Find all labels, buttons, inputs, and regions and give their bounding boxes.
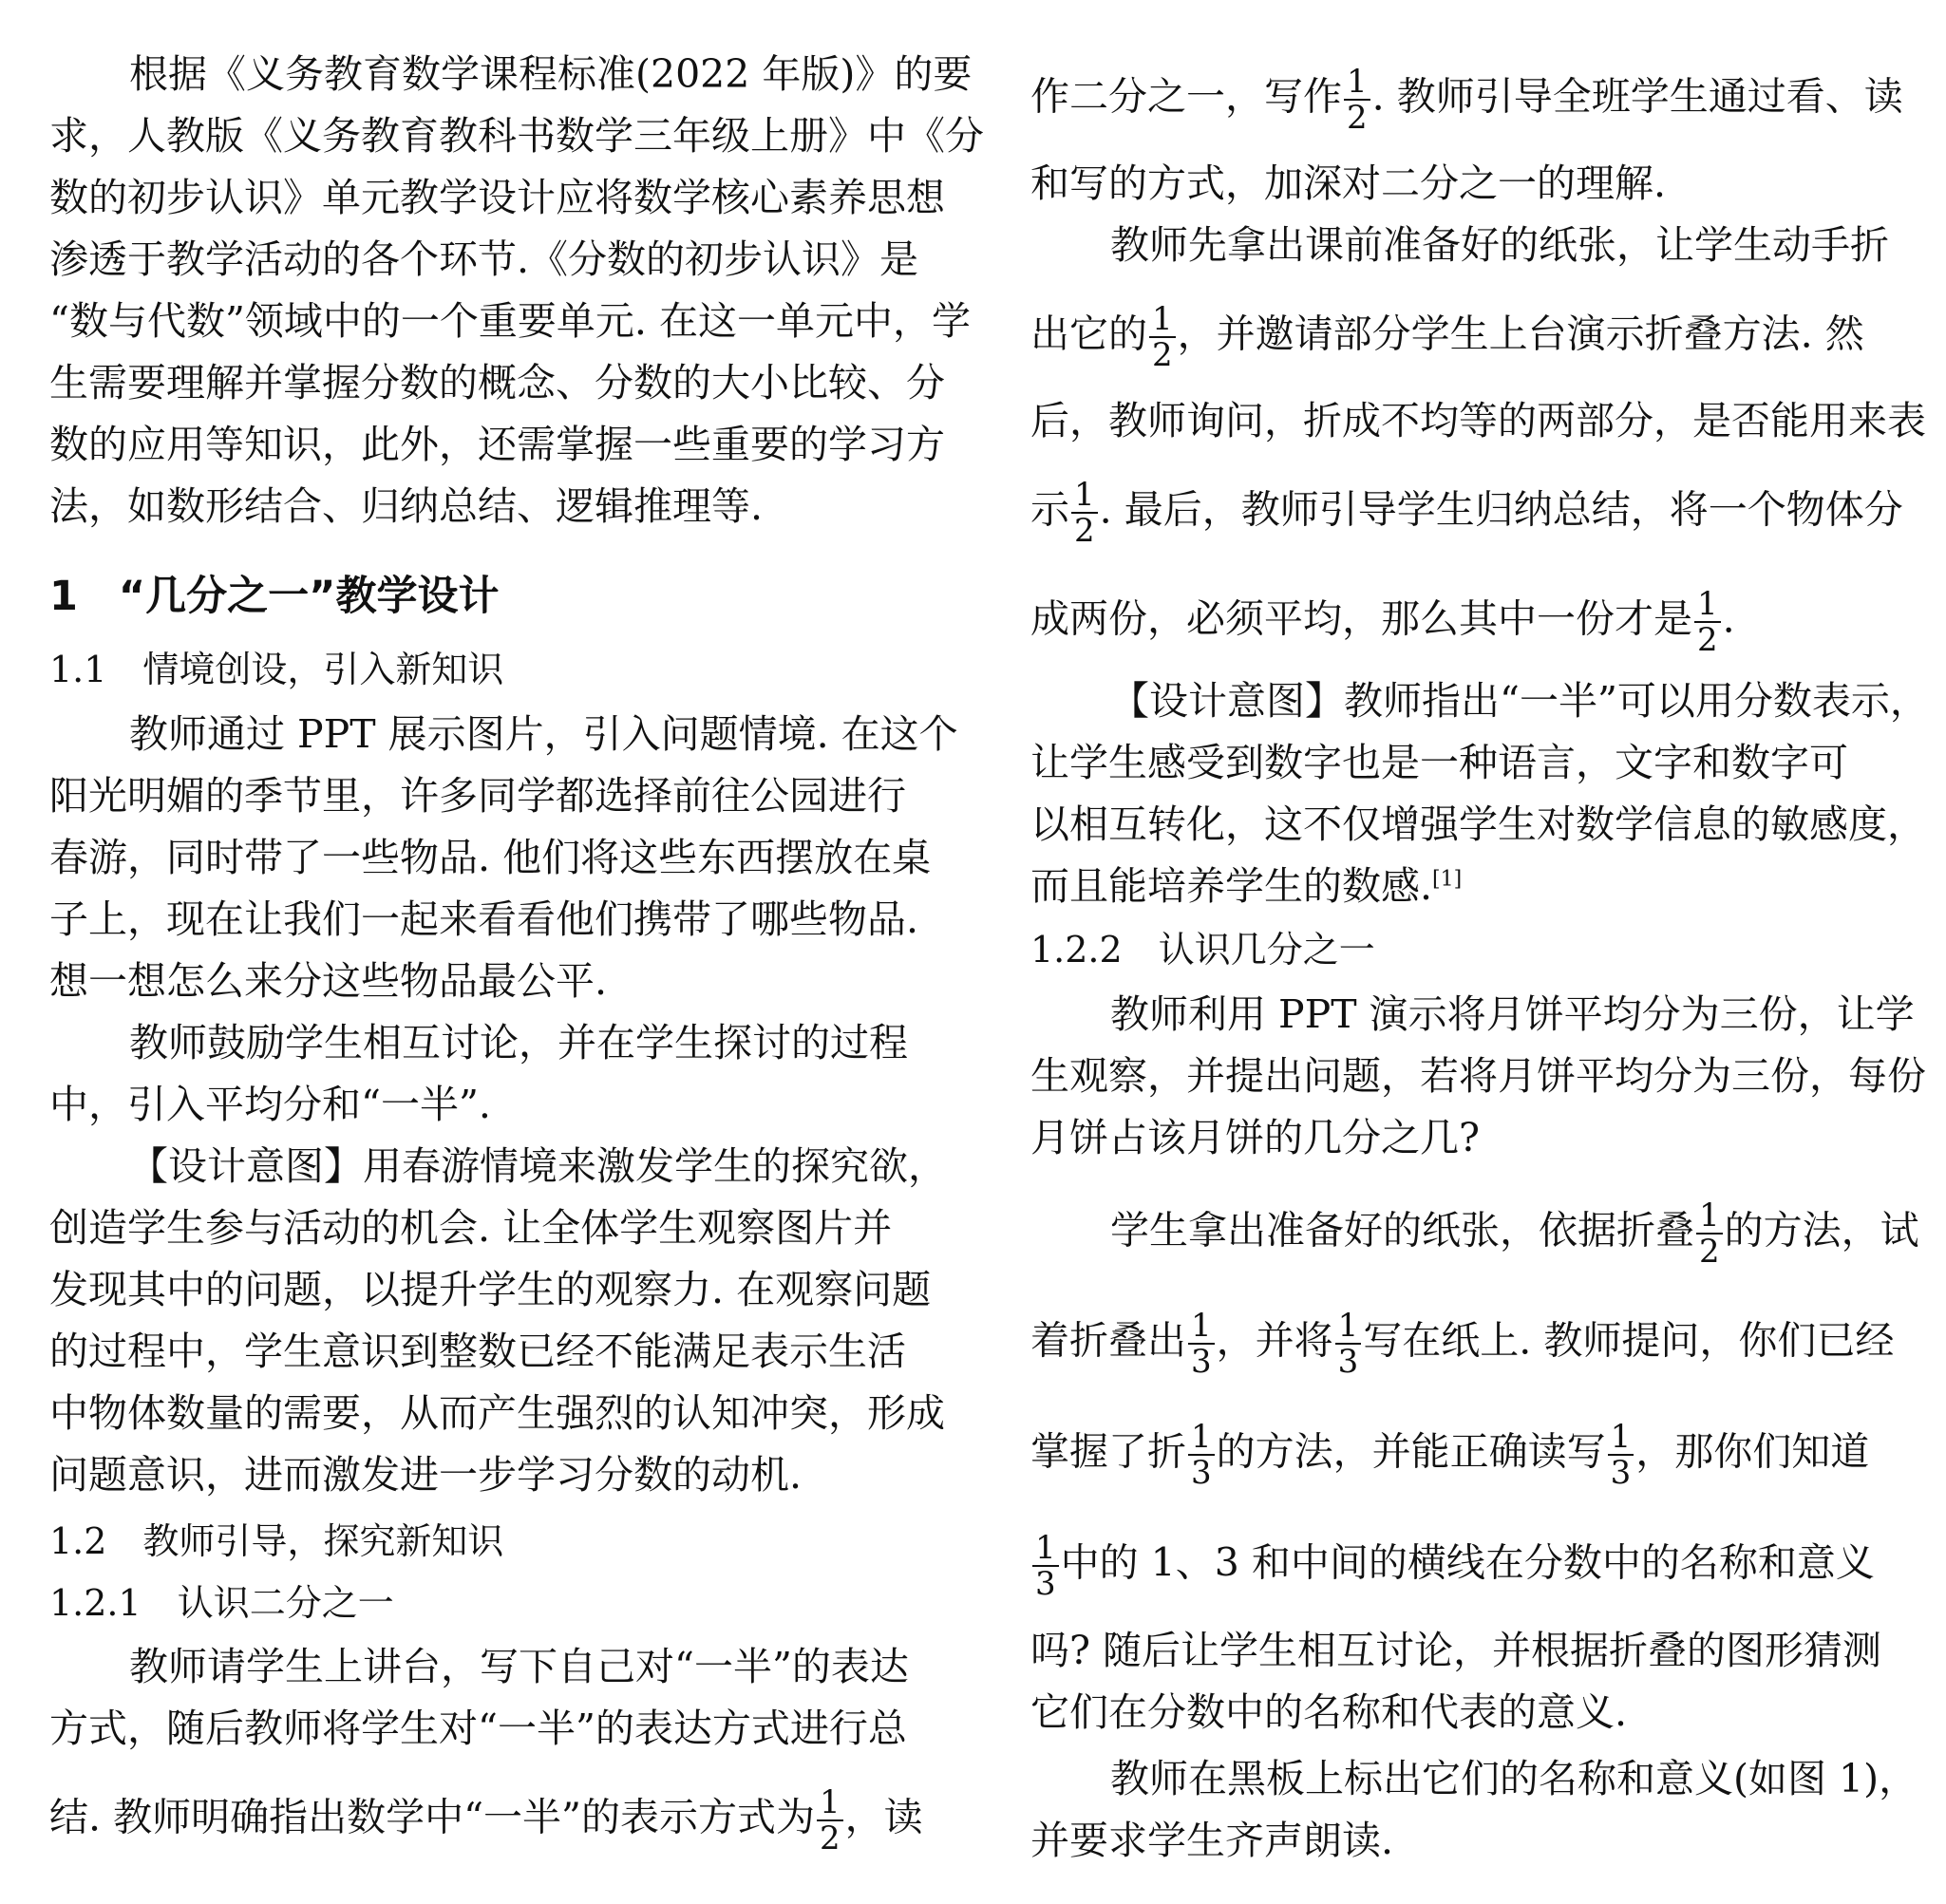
paragraph-line: 教师通过 PPT 展示图片，引入问题情境. 在这个: [129, 711, 958, 757]
text-run: 中的 1、3 和中间的横线在分数中的名称和意义: [1060, 1539, 1875, 1586]
fraction-denominator: 2: [1696, 1233, 1723, 1269]
paragraph-line: 生观察，并提出问题，若将月饼平均分为三份，每份: [1030, 1053, 1926, 1099]
text-run: 的方法，试: [1724, 1207, 1919, 1254]
text-run: 作二分之一，写作: [1030, 73, 1342, 120]
fraction-numerator: 1: [1074, 476, 1095, 514]
fraction-denominator: 3: [1032, 1565, 1059, 1601]
fraction-one-half: [1071, 478, 1098, 548]
paragraph-line: [1030, 300, 1928, 374]
paragraph-line: 阳光明媚的季节里，许多同学都选择前往公园进行: [49, 773, 906, 819]
fraction-one-third: [1608, 1420, 1634, 1490]
paragraph-line: 它们在分数中的名称和代表的意义.: [1030, 1689, 1628, 1735]
paragraph-line: 和写的方式，加深对二分之一的理解.: [1030, 160, 1667, 206]
fraction-denominator: 3: [1188, 1454, 1215, 1490]
paragraph-line: 中，引入平均分和“一半”.: [49, 1082, 491, 1127]
fraction-one-third: [1032, 1531, 1059, 1601]
paragraph-line: 以相互转化，这不仅增强学生对数学信息的敏感度，: [1030, 801, 1926, 847]
section-heading: 1 “几分之一”教学设计: [49, 573, 500, 620]
paragraph-line: 法，如数形结合、归纳总结、逻辑推理等.: [49, 483, 764, 529]
fraction-denominator: 2: [1344, 99, 1370, 135]
paragraph-line: 后，教师询问，折成不均等的两部分，是否能用来表: [1030, 398, 1926, 443]
text-run: 着折叠出: [1030, 1317, 1186, 1364]
paragraph-line: 方式，随后教师将学生对“一半”的表达方式进行总: [49, 1706, 907, 1751]
fraction-numerator: 1: [1610, 1418, 1632, 1456]
fraction-numerator: 1: [1035, 1529, 1056, 1567]
paragraph-line: 并要求学生齐声朗读.: [1030, 1818, 1394, 1863]
paragraph-line: [1030, 1529, 1928, 1603]
fraction-denominator: 3: [1608, 1454, 1634, 1490]
fraction-one-half: [1344, 65, 1370, 135]
paragraph-line: [1030, 476, 1928, 550]
fraction-numerator: 1: [1347, 63, 1368, 101]
fraction-numerator: 1: [819, 1783, 841, 1821]
text-run: ，并将: [1216, 1317, 1333, 1364]
paragraph-line: 渗透于教学活动的各个环节.《分数的初步认识》是: [49, 236, 919, 282]
paragraph-line: 中物体数量的需要，从而产生强烈的认知冲突，形成: [49, 1390, 945, 1436]
fraction-denominator: 2: [1694, 621, 1721, 657]
paragraph-line: 生需要理解并掌握分数的概念、分数的大小比较、分: [49, 360, 945, 405]
text-run: 结. 教师明确指出数学中“一半”的表示方式为: [49, 1794, 815, 1840]
text-run: 而且能培养学生的数感.: [1030, 863, 1433, 909]
text-run: ，并邀请部分学生上台演示折叠方法. 然: [1177, 311, 1864, 357]
paragraph-line: 子上，现在让我们一起来看看他们携带了哪些物品.: [49, 896, 919, 942]
fraction-denominator: 3: [1188, 1343, 1215, 1379]
subsection-heading: 1.1 情境创设，引入新知识: [49, 649, 504, 690]
subsection-heading: 1.2 教师引导，探究新知识: [49, 1520, 504, 1562]
paragraph-line: [49, 1783, 952, 1857]
text-run: 写在纸上. 教师提问，你们已经: [1363, 1317, 1895, 1364]
paragraph-line: 数的应用等知识，此外，还需掌握一些重要的学习方: [49, 422, 945, 467]
paragraph-line: 求，人教版《义务教育教科书数学三年级上册》中《分: [49, 113, 984, 159]
text-run: 学生拿出准备好的纸张，依据折叠: [1110, 1207, 1694, 1254]
paragraph-line: 月饼占该月饼的几分之几?: [1030, 1115, 1480, 1160]
paragraph-line: 创造学生参与活动的机会. 让全体学生观察图片并: [49, 1205, 893, 1251]
fraction-one-third: [1335, 1309, 1362, 1379]
paragraph-line: [1030, 1197, 1928, 1271]
fraction-one-half: [1696, 1198, 1723, 1269]
text-run: 出它的: [1030, 311, 1147, 357]
paragraph-line: 教师在黑板上标出它们的名称和意义(如图 1)，: [1110, 1756, 1918, 1801]
paragraph-line: “数与代数”领域中的一个重要单元. 在这一单元中，学: [49, 298, 971, 344]
fraction-one-third: [1188, 1309, 1215, 1379]
subsubsection-heading: 1.2.2 认识几分之一: [1030, 929, 1375, 971]
fraction-numerator: 1: [1152, 300, 1173, 338]
paragraph-line: 想一想怎么来分这些物品最公平.: [49, 958, 608, 1004]
text-run: ，读: [844, 1794, 923, 1840]
paragraph-line: 发现其中的问题，以提升学生的观察力. 在观察问题: [49, 1267, 932, 1312]
paragraph-line: 教师请学生上讲台，写下自己对“一半”的表达: [129, 1644, 909, 1689]
design-intent-line: 【设计意图】教师指出“一半”可以用分数表示，: [1110, 678, 1929, 724]
design-intent-line: 【设计意图】用春游情境来激发学生的探究欲，: [129, 1143, 947, 1189]
paragraph-line: 的过程中，学生意识到整数已经不能满足表示生活: [49, 1329, 906, 1374]
fraction-numerator: 1: [1191, 1307, 1212, 1345]
fraction-denominator: 3: [1335, 1343, 1362, 1379]
fraction-one-third: [1188, 1420, 1215, 1490]
paragraph-line: [1030, 1418, 1928, 1492]
text-run: . 教师引导全班学生通过看、读: [1371, 73, 1903, 120]
citation-marker: [1]: [1432, 867, 1463, 892]
paragraph-line: 吗? 随后让学生相互讨论，并根据折叠的图形猜测: [1030, 1628, 1882, 1673]
paragraph-line: [1030, 585, 1928, 659]
paragraph-line: 教师鼓励学生相互讨论，并在学生探讨的过程: [129, 1020, 908, 1065]
paragraph-line: 春游，同时带了一些物品. 他们将这些东西摆放在桌: [49, 835, 932, 880]
text-run: 示: [1030, 486, 1069, 533]
fraction-denominator: 2: [817, 1819, 843, 1856]
paragraph-line: [1030, 63, 1928, 137]
subsubsection-heading: 1.2.1 认识二分之一: [49, 1582, 394, 1624]
fraction-numerator: 1: [1697, 585, 1718, 623]
text-run: ，那你们知道: [1635, 1428, 1870, 1475]
paragraph-line: 让学生感受到数字也是一种语言，文字和数字可: [1030, 740, 1848, 785]
text-run: . 最后，教师引导学生归纳总结，将一个物体分: [1099, 486, 1903, 533]
text-run: 掌握了折: [1030, 1428, 1186, 1475]
paragraph-line: 问题意识，进而激发进一步学习分数的动机.: [49, 1452, 803, 1498]
fraction-one-half: [1694, 587, 1721, 657]
text-run: .: [1722, 595, 1735, 642]
text-run: 的方法，并能正确读写: [1216, 1428, 1606, 1475]
text-run: 成两份，必须平均，那么其中一份才是: [1030, 595, 1692, 642]
fraction-numerator: 1: [1337, 1307, 1359, 1345]
fraction-one-half: [817, 1785, 843, 1856]
paragraph-line: 教师利用 PPT 演示将月饼平均分为三份，让学: [1110, 991, 1915, 1037]
fraction-denominator: 2: [1071, 512, 1098, 548]
paragraph-line: 教师先拿出课前准备好的纸张，让学生动手折: [1110, 222, 1889, 268]
paragraph-line: 根据《义务教育数学课程标准(2022 年版)》的要: [129, 51, 973, 97]
fraction-denominator: 2: [1149, 336, 1176, 372]
fraction-one-half: [1149, 302, 1176, 372]
fraction-numerator: 1: [1191, 1418, 1212, 1456]
fraction-numerator: 1: [1699, 1197, 1720, 1235]
paragraph-line: 数的初步认识》单元教学设计应将数学核心素养思想: [49, 175, 945, 220]
paragraph-line: [1030, 1307, 1928, 1381]
paragraph-line: [1030, 855, 1928, 917]
